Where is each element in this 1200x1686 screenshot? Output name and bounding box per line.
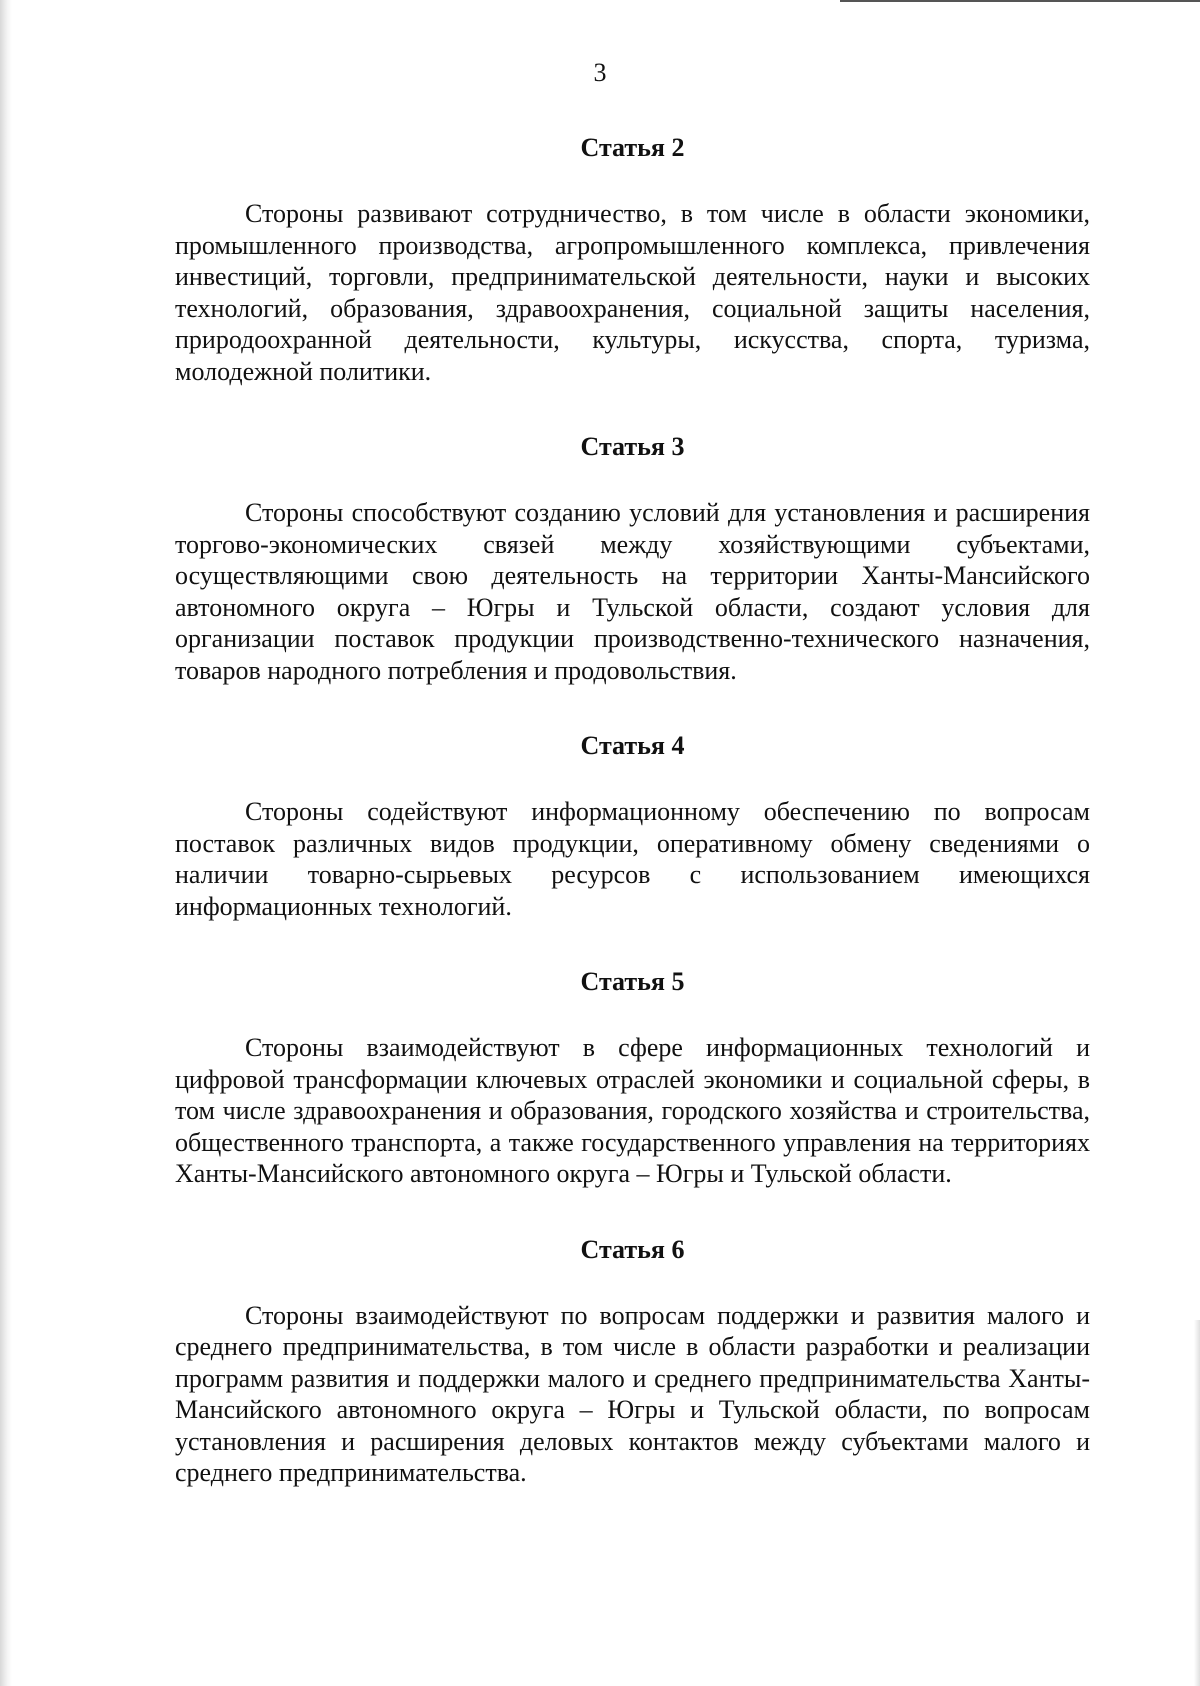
page-number: 3 [593,58,607,87]
scan-edge-left [0,0,12,1686]
article-text: Стороны взаимодействуют по вопросам поддержки и развития малого и среднего предпринимательства, в том числе в области разработки и реализации программ развития и поддержки малого и среднего предпринимательства Ханты-Мансийского автономного округа – Югры и Тульской области, по вопросам установления и расширения деловых контактов между субъектами малого и среднего предпринимательства. [175,1300,1090,1487]
article-heading: Статья 4 [580,731,685,760]
article-heading: Статья 2 [580,133,685,162]
article-text: Стороны содействуют информационному обеспечению по вопросам поставок различных видов продукции, оперативному обмену сведениями о наличии товарно-сырьевых ресурсов с использованием имеющихся информационных технологий. [175,797,1090,921]
article-text: Стороны развивают сотрудничество, в том числе в области экономики, промышленного производства, агропромышленного комплекса, привлечения инвестиций, торговли, предпринимательской деятельности, науки и высоких технологий, образования, здравоохранения, социальной защиты населения, природоохранной деятельности, культуры, искусства, спорта, туризма, молодежной политики. [175,199,1090,386]
document-body [175,132,1090,1533]
article-3 [175,431,1090,686]
scan-edge-right [1194,1320,1200,1686]
article-heading: Статья 6 [580,1234,685,1264]
article-4 [175,730,1090,922]
article-heading: Статья 5 [580,967,685,996]
scan-top-line [840,0,1200,2]
article-heading: Статья 3 [580,432,685,461]
article-6 [175,1234,1090,1489]
article-text: Стороны способствуют созданию условий для установления и расширения торгово-экономических связей между хозяйствующими субъектами, осуществляющими свою деятельность на территории Ханты-Мансийского автономного округа – Югры и Тульской области, создают условия для организации поставок продукции производственно-технического назначения, товаров народного потребления и продовольствия. [175,498,1090,685]
article-text: Стороны взаимодействуют в сфере информационных технологий и цифровой трансформации ключевых отраслей экономики и социальной сферы, в том числе здравоохранения и образования, городского хозяйства и строительства, общественного транспорта, а также государственного управления на территориях Ханты-Мансийского автономного округа – Югры и Тульской области. [175,1033,1090,1188]
article-5 [175,966,1090,1190]
article-2 [175,132,1090,387]
